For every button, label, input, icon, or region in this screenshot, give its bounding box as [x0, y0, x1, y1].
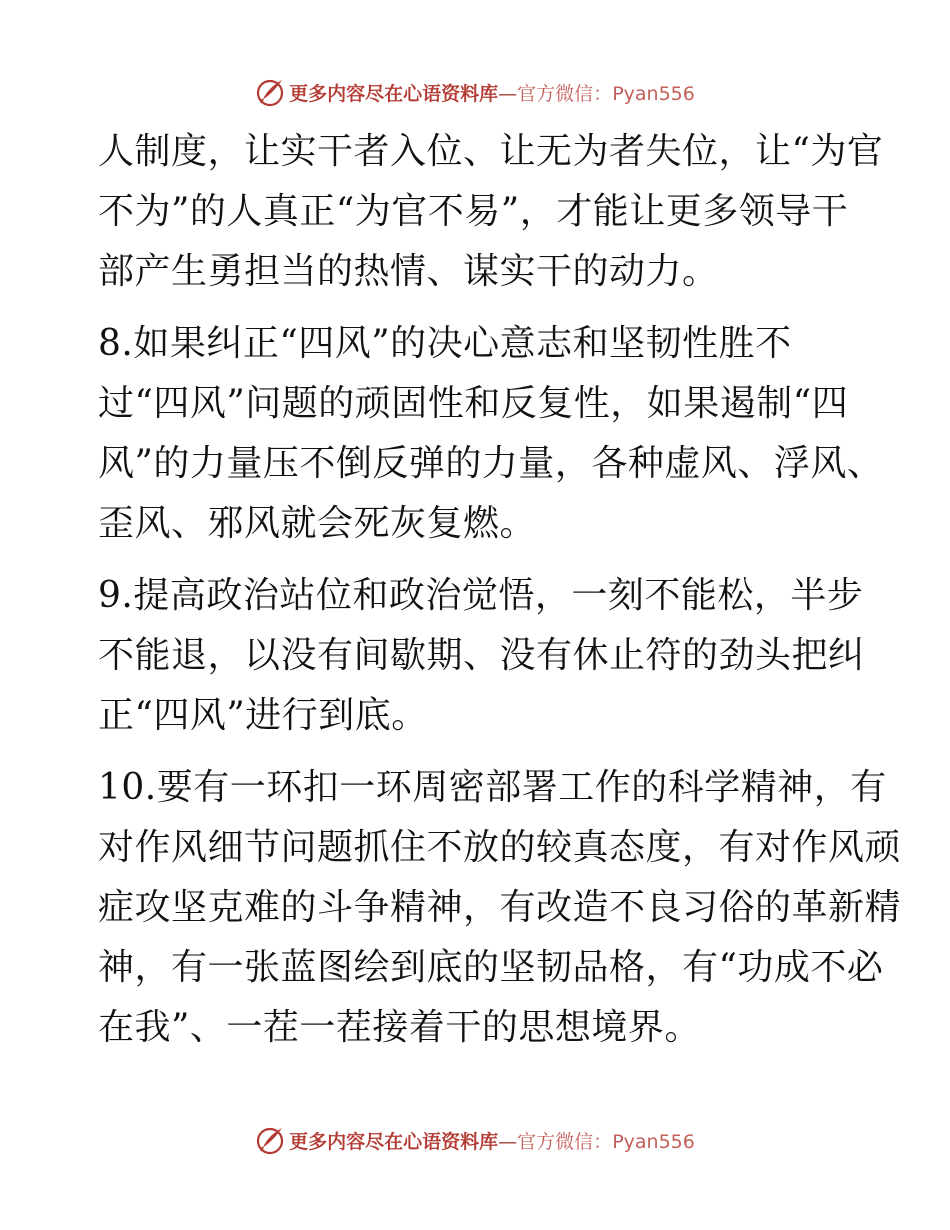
banner-main-text: 更多内容尽在心语资料库: [289, 82, 499, 105]
banner-text: [289, 1127, 695, 1154]
text-line: 风”的力量压不倒反弹的力量，各种虚风、浮风、: [98, 443, 884, 484]
banner-inner: [255, 77, 695, 107]
text-line: 部产生勇担当的热情、谋实干的动力。: [98, 251, 719, 292]
banner-inner: [255, 1125, 695, 1155]
feather-pen-icon: [255, 1125, 285, 1155]
text-line: 10.要有一环扣一环周密部署工作的科学精神，有: [98, 767, 887, 808]
text-line: 不为”的人真正“为官不易”，才能让更多领导干: [98, 191, 849, 232]
banner-dash: —: [498, 82, 518, 105]
text-line: 神，有一张蓝图绘到底的坚韧品格，有“功成不必: [98, 947, 884, 988]
banner-official-label: 官方微信：: [517, 1130, 613, 1153]
text-line: 8.如果纠正“四风”的决心意志和坚韧性胜不: [98, 323, 792, 364]
banner-official-label: 官方微信：: [517, 82, 613, 105]
footer-banner: [0, 1120, 950, 1160]
text-line: 对作风细节问题抓住不放的较真态度，有对作风顽: [98, 827, 902, 868]
header-banner: [0, 72, 950, 112]
paragraph-item-10: [98, 758, 902, 1058]
banner-main-text: 更多内容尽在心语资料库: [289, 1130, 499, 1153]
banner-text: [289, 79, 695, 106]
feather-pen-icon: [255, 77, 285, 107]
paragraph-item-9: [98, 566, 865, 746]
text-line: 症攻坚克难的斗争精神，有改造不良习俗的革新精: [98, 887, 902, 928]
banner-dash: —: [498, 1130, 518, 1153]
banner-wechat-id: Pyan556: [612, 82, 695, 105]
text-line: 正“四风”进行到底。: [98, 695, 428, 736]
text-line: 歪风、邪风就会死灰复燃。: [98, 503, 537, 544]
text-line: 在我”、一茬一茬接着干的思想境界。: [98, 1007, 701, 1048]
text-line: 人制度，让实干者入位、让无为者失位，让“为官: [98, 131, 884, 172]
text-line: 不能退，以没有间歇期、没有休止符的劲头把纠: [98, 635, 865, 676]
document-body: [98, 122, 902, 1070]
paragraph-item-8: [98, 314, 884, 554]
text-line: 过“四风”问题的顽固性和反复性，如果遏制“四: [98, 383, 849, 424]
paragraph-1: [98, 122, 884, 302]
banner-wechat-id: Pyan556: [612, 1130, 695, 1153]
text-line: 9.提高政治站位和政治觉悟，一刻不能松，半步: [98, 575, 864, 616]
